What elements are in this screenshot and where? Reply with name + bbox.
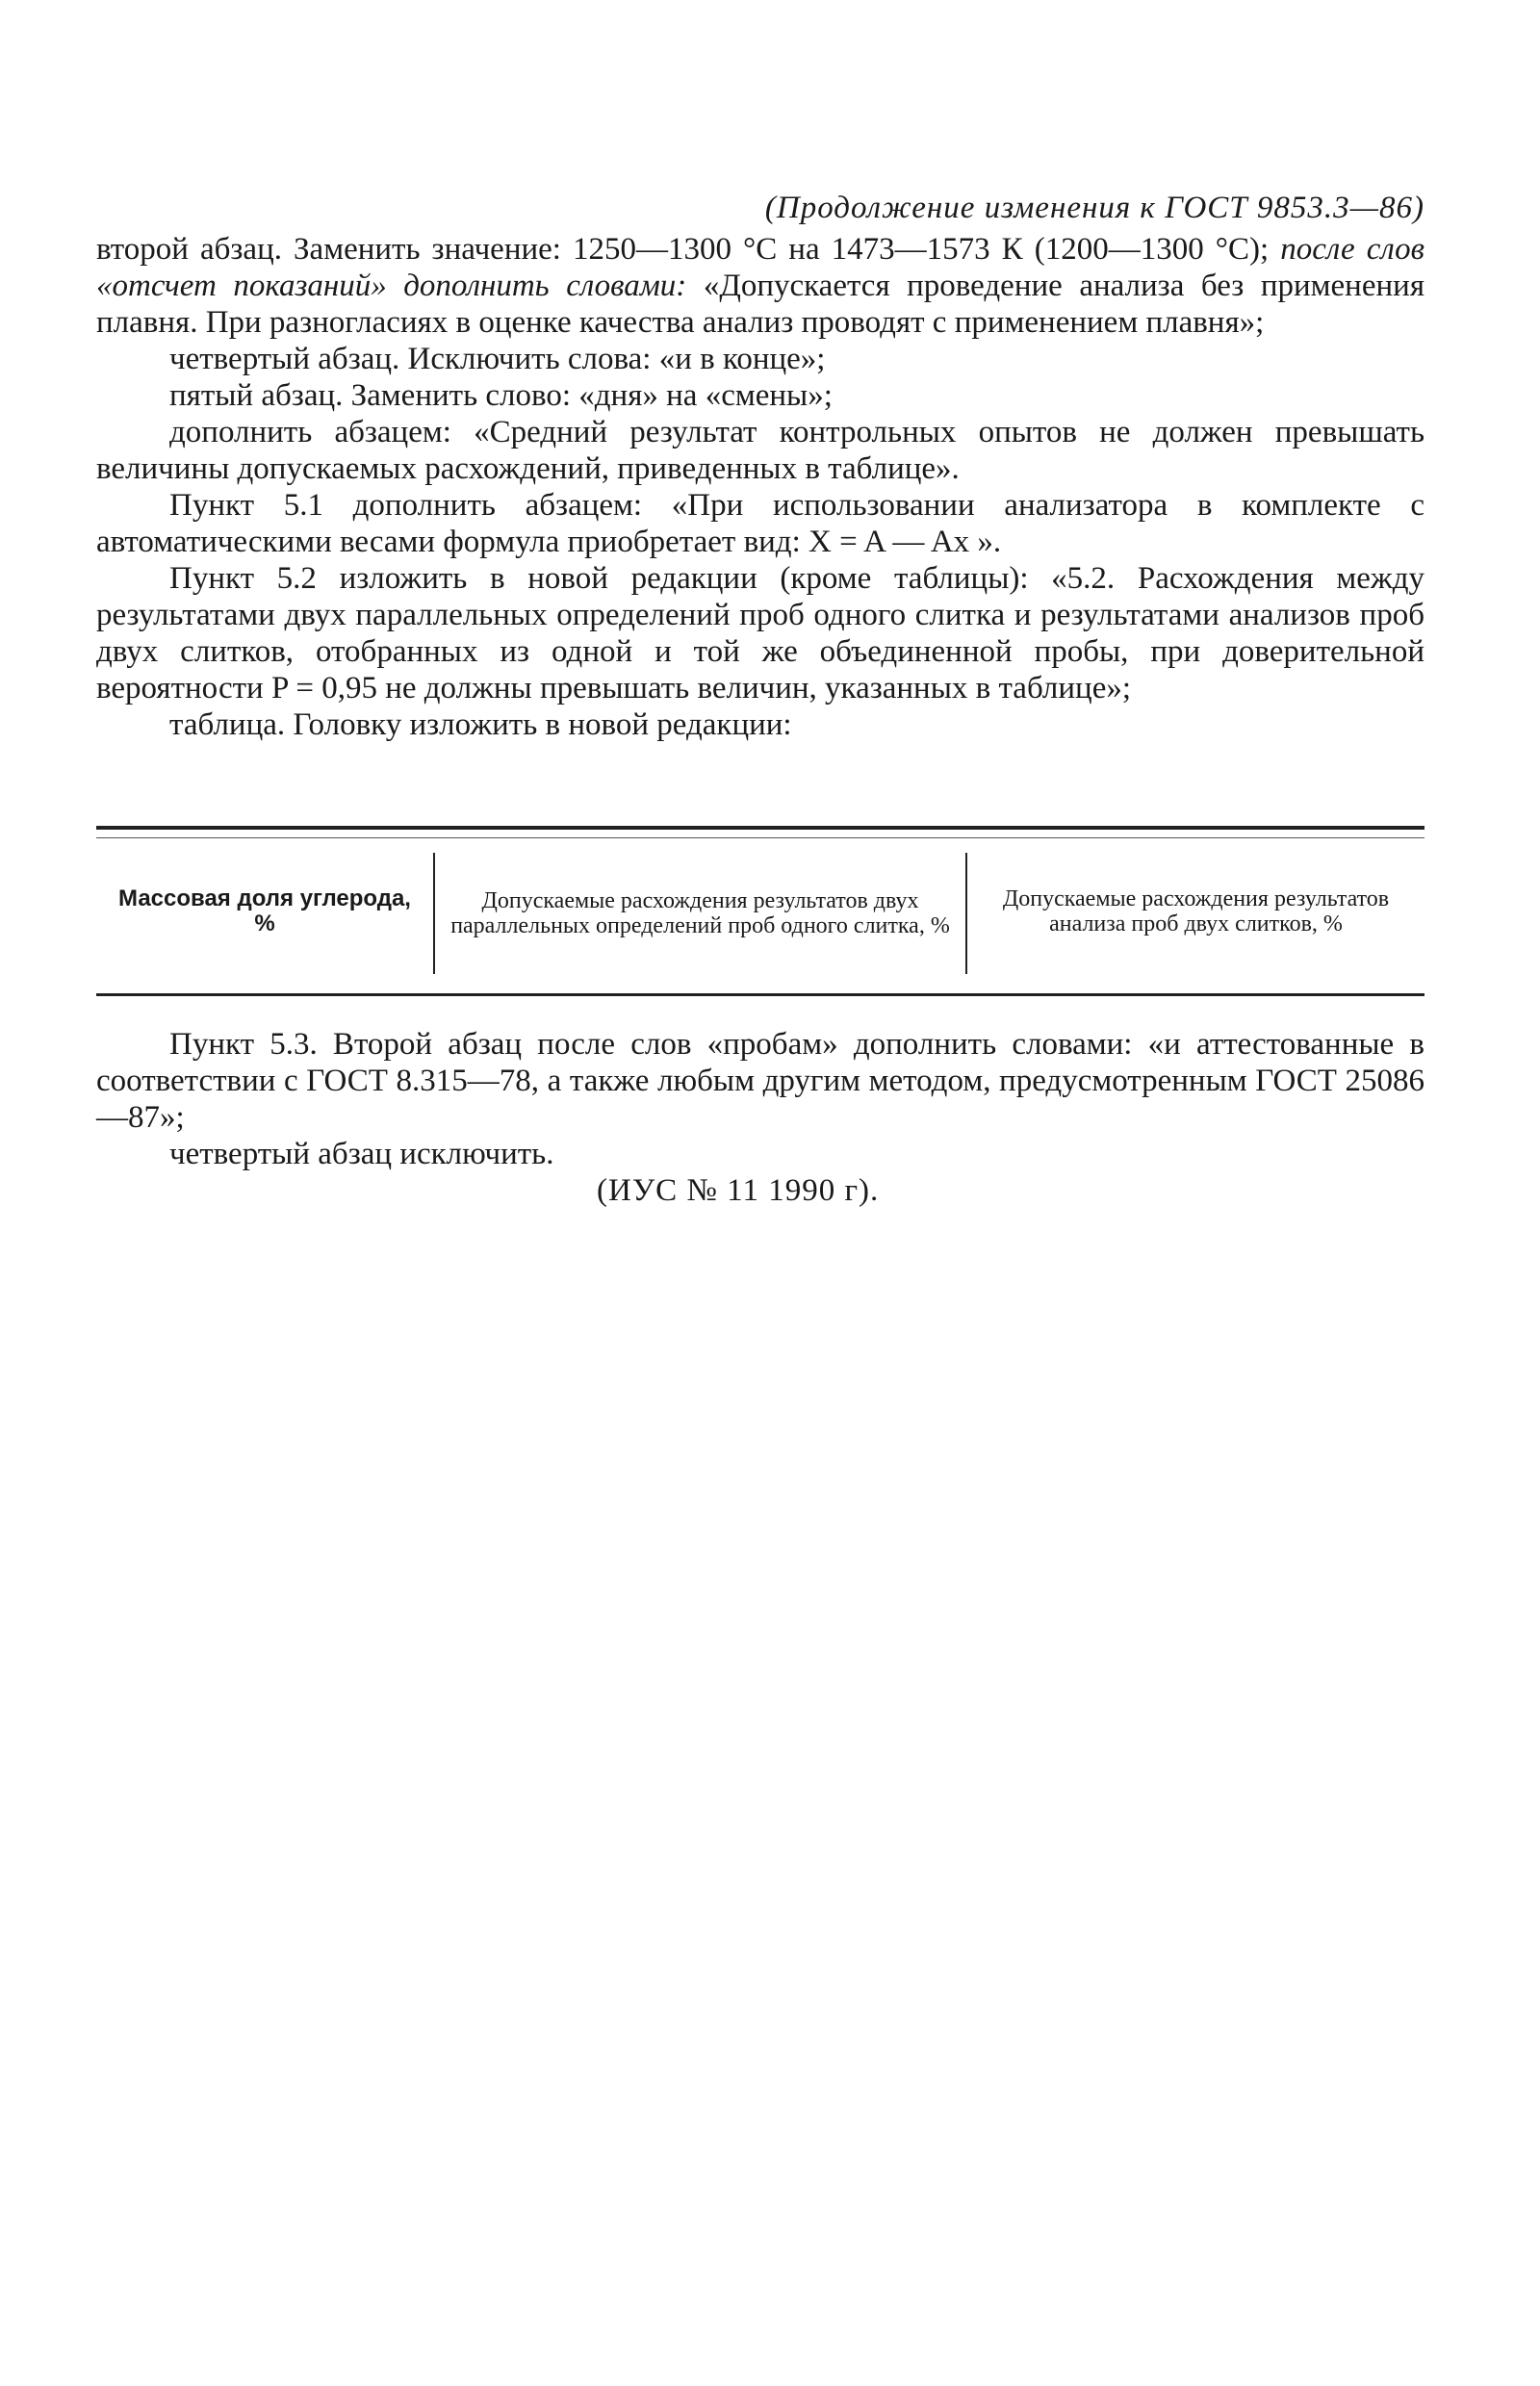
paragraph-add: дополнить абзацем: «Средний результат контрольных опытов не должен превышать величины допускаемых расхождений, приведенных в таблице». bbox=[96, 415, 1424, 486]
paragraph-second-a: второй абзац. Заменить значение: 1250—1300 °С на 1473—1573 К (1200—1300 °С); bbox=[96, 232, 1281, 267]
table-top-rule bbox=[96, 837, 1424, 838]
table-col-parallel: Допускаемые расхождения результатов двух параллельных определений проб одного слитка, % bbox=[433, 853, 967, 974]
paragraph-fourth: четвертый абзац. Исключить слова: «и в конце»; bbox=[169, 342, 826, 376]
publication-reference: (ИУС № 11 1990 г). bbox=[597, 1173, 880, 1208]
paragraph-clause-5-3: Пункт 5.3. Второй абзац после слов «пробам» дополнить словами: «и аттестованные в соответствии с ГОСТ 8.315—78, а также любым другим методом, предусмотренным ГОСТ 25086—87»; bbox=[96, 1027, 1424, 1135]
paragraph-table-note: таблица. Головку изложить в новой редакции: bbox=[169, 707, 792, 742]
paragraph-fifth: пятый абзац. Заменить слово: «дня» на «смены»; bbox=[169, 378, 833, 413]
table-col-carbon: Массовая доля углерода, % bbox=[118, 885, 411, 936]
paragraph-second bbox=[96, 231, 1424, 341]
table-header bbox=[96, 826, 1424, 996]
amendment-text-after bbox=[96, 1026, 1424, 1172]
paragraph-second-c: «Допускается проведение анализа без применения плавня. При разногласиях в оценке качества анализ проводят с применением плавня»; bbox=[96, 269, 1424, 340]
paragraph-second-b: после слов «отсчет показаний» дополнить словами: bbox=[96, 232, 1424, 303]
paragraph-fourth-exclude: четвертый абзац исключить. bbox=[169, 1137, 554, 1171]
paragraph-clause-5-1: Пункт 5.1 дополнить абзацем: «При использовании анализатора в комплекте с автоматическими весами формула приобретает вид: X = A — Aх ». bbox=[96, 488, 1424, 559]
page-header: (Продолжение изменения к ГОСТ 9853.3—86) bbox=[764, 191, 1424, 225]
amendment-text bbox=[96, 231, 1424, 743]
paragraph-clause-5-2: Пункт 5.2 изложить в новой редакции (кроме таблицы): «5.2. Расхождения между результатами двух параллельных определений проб одного слитка и результатами анализов проб двух слитков, отобранных из одной и той же объединенной пробы, при доверительной вероятности P = 0,95 не должны превышать величин, указанных в таблице»; bbox=[96, 561, 1424, 706]
table-col-two-ingots: Допускаемые расхождения результатов анализа проб двух слитков, % bbox=[1002, 886, 1390, 936]
